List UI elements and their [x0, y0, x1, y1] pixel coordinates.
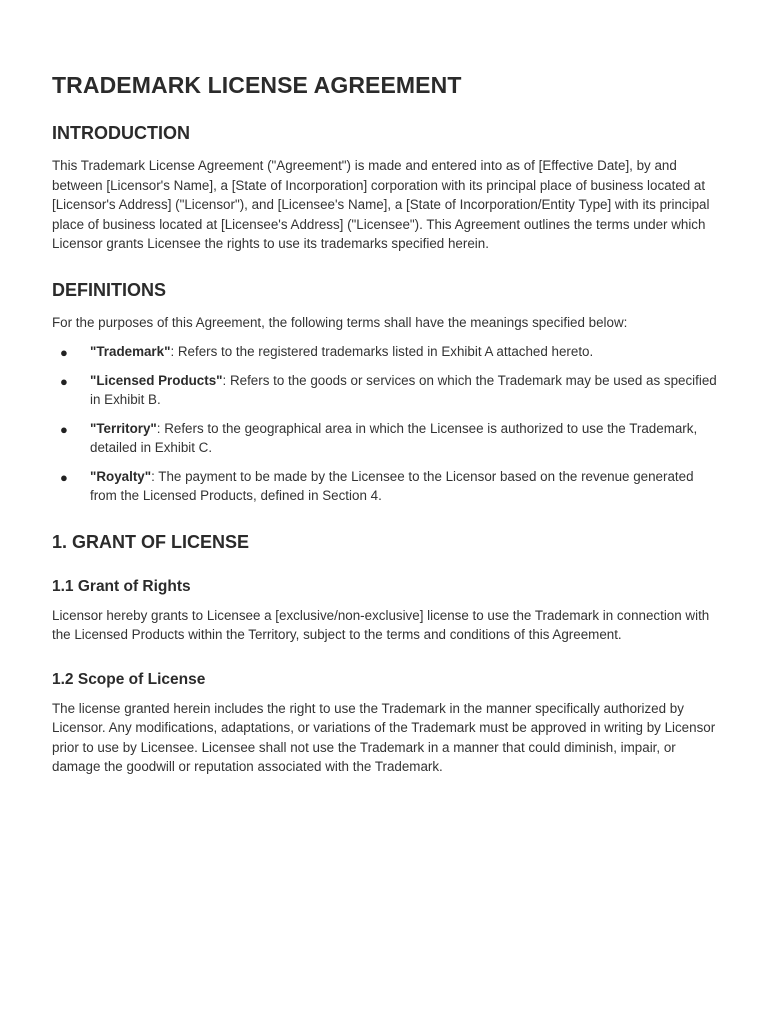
grant-of-license-section [52, 530, 720, 777]
introduction-body: This Trademark License Agreement ("Agreement") is made and entered into as of [Effective Date], by and between [Licensor's Name], a [State of Incorporation] corporation with its principal place of business located at [Licensor's Address] ("Licensor"), and [Licensee's Name], a [State of Incorporation/Entity Type] with its principal place of business located at [Licensee's Address] ("Licensee"). This Agreement outlines the terms under which Licensor grants Licensee the rights to use its trademarks specified herein. [52, 158, 710, 251]
definition-text: : Refers to the geographical area in which the Licensee is authorized to use the Trademark, detailed in Exhibit C. [90, 420, 698, 455]
grant-of-rights-body: Licensor hereby grants to Licensee a [exclusive/non-exclusive] license to use the Trademark in connection with the Licensed Products within the Territory, subject to the terms and conditions of this Agreement. [52, 607, 710, 642]
definition-text: : The payment to be made by the Licensee to the Licensor based on the revenue generated from the Licensed Products, defined in Section 4. [90, 468, 694, 503]
bullet-icon: ● [60, 469, 68, 485]
definition-item-trademark [52, 342, 720, 362]
bullet-icon: ● [60, 421, 68, 437]
definition-term: "Licensed Products" [90, 372, 223, 388]
bullet-icon: ● [60, 373, 68, 389]
definition-item-territory [52, 419, 720, 458]
definition-term: "Trademark" [90, 344, 171, 359]
introduction-heading: INTRODUCTION [52, 123, 190, 143]
definition-term: "Royalty" [90, 468, 152, 484]
bullet-icon: ● [60, 345, 68, 360]
definition-text: : Refers to the registered trademarks listed in Exhibit A attached hereto. [170, 344, 594, 359]
introduction-section [52, 121, 720, 254]
scope-of-license-heading: 1.2 Scope of License [52, 670, 206, 688]
definitions-heading: DEFINITIONS [52, 279, 167, 300]
definitions-list [52, 342, 720, 506]
definition-item-royalty [52, 467, 720, 506]
definitions-section [52, 278, 720, 506]
definition-text: : Refers to the goods or services on which the Trademark may be used as specified in Exhibit B. [90, 372, 717, 407]
grant-heading: 1. GRANT OF LICENSE [52, 531, 250, 552]
definition-term: "Territory" [90, 420, 157, 436]
grant-of-rights-heading: 1.1 Grant of Rights [52, 577, 191, 595]
definition-item-licensed-products [52, 371, 720, 410]
document-title: TRADEMARK LICENSE AGREEMENT [52, 72, 462, 98]
scope-of-license-body: The license granted herein includes the right to use the Trademark in the manner specifically authorized by Licensor. Any modifications, adaptations, or variations of the Trademark must be approved in writing by Licensor prior to use by Licensee. Licensee shall not use the Trademark in a manner that could diminish, impair, or damage the goodwill or reputation associated with the Trademark. [52, 700, 716, 774]
scope-of-license-subsection [52, 669, 720, 777]
definitions-intro: For the purposes of this Agreement, the following terms shall have the meanings specified below: [52, 314, 628, 330]
grant-of-rights-subsection [52, 576, 720, 645]
